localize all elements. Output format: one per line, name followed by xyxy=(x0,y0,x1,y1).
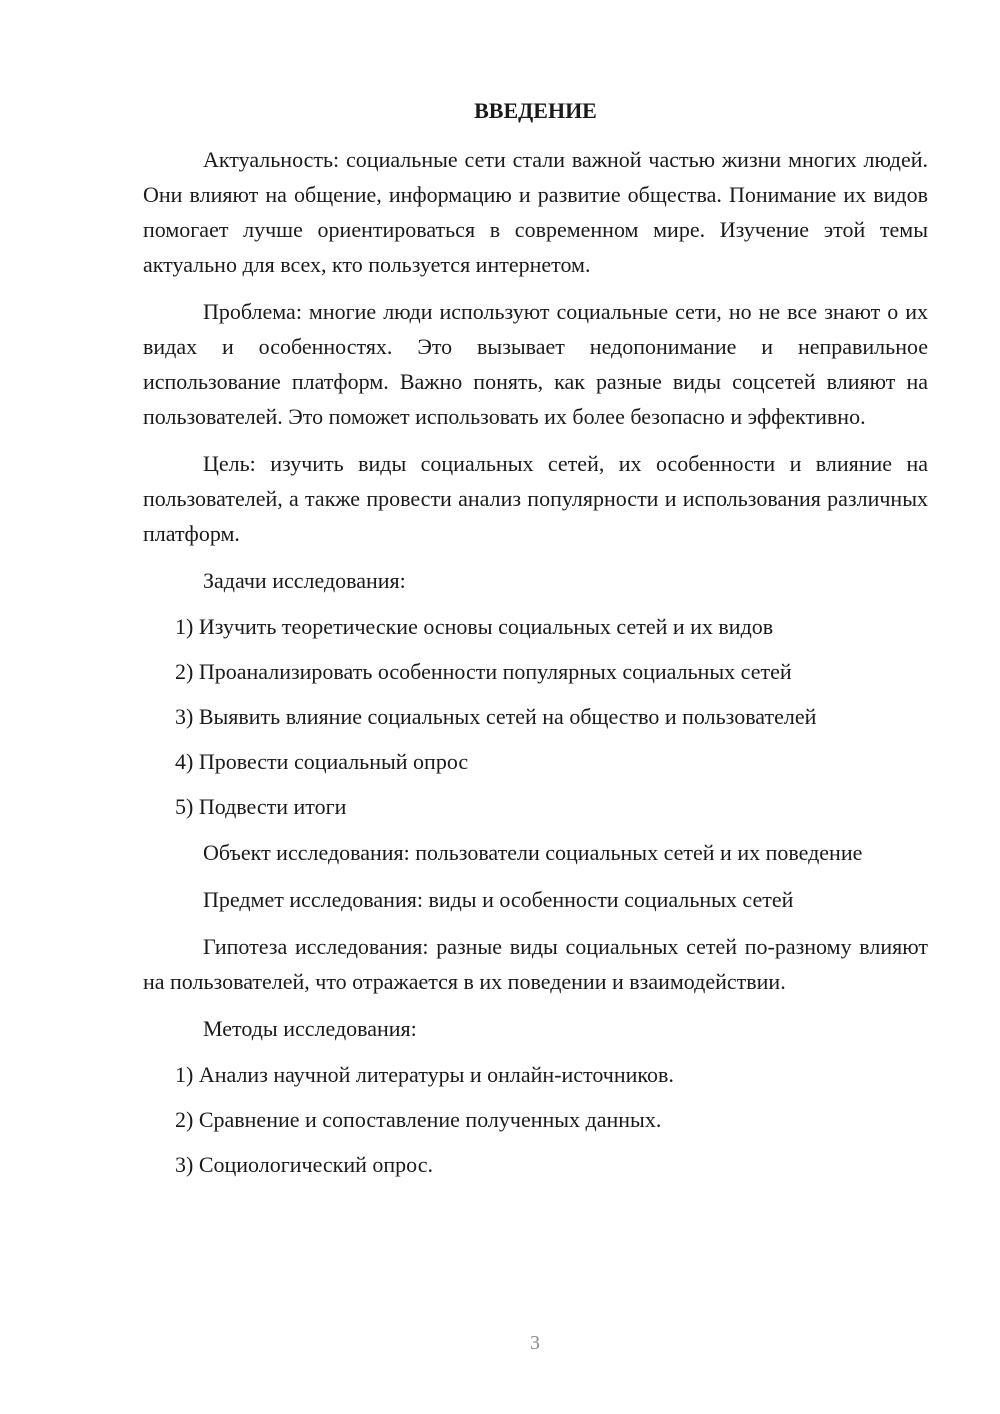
method-item: 2) Сравнение и сопоставление полученных данных. xyxy=(175,1107,662,1132)
methods-list xyxy=(143,1057,928,1182)
object-paragraph: Объект исследования: пользователи социальных сетей и их поведение xyxy=(203,840,863,865)
goal-paragraph: Цель: изучить виды социальных сетей, их особенности и влияние на пользователей, а также провести анализ популярности и использования различных платформ. xyxy=(143,451,928,546)
method-item: 1) Анализ научной литературы и онлайн-источников. xyxy=(175,1062,674,1087)
tasks-list xyxy=(143,609,928,824)
relevance-paragraph: Актуальность: социальные сети стали важной частью жизни многих людей. Они влияют на общение, информацию и развитие общества. Понимание их видов помогает лучше ориентироваться в современном мире. Изучение этой темы актуально для всех, кто пользуется интернетом. xyxy=(143,147,928,277)
task-item: 1) Изучить теоретические основы социальных сетей и их видов xyxy=(175,614,774,639)
method-item: 3) Социологический опрос. xyxy=(175,1152,433,1177)
task-item: 4) Провести социальный опрос xyxy=(175,749,469,774)
task-item: 2) Проанализировать особенности популярных социальных сетей xyxy=(175,659,792,684)
methods-heading: Методы исследования: xyxy=(203,1016,417,1041)
page-content xyxy=(143,96,928,1193)
task-item: 5) Подвести итоги xyxy=(175,794,347,819)
hypothesis-paragraph: Гипотеза исследования: разные виды социальных сетей по-разному влияют на пользователей, что отражается в их поведении и взаимодействии. xyxy=(143,934,928,994)
page-number: 3 xyxy=(530,1332,540,1354)
subject-paragraph: Предмет исследования: виды и особенности социальных сетей xyxy=(203,887,794,912)
task-item: 3) Выявить влияние социальных сетей на общество и пользователей xyxy=(175,704,817,729)
problem-paragraph: Проблема: многие люди используют социальные сети, но не все знают о их видах и особенностях. Это вызывает недопонимание и неправильное использование платформ. Важно понять, как разные виды соцсетей влияют на пользователей. Это поможет использовать их более безопасно и эффективно. xyxy=(143,299,928,429)
tasks-heading: Задачи исследования: xyxy=(203,568,406,593)
section-title: ВВЕДЕНИЕ xyxy=(474,98,597,123)
